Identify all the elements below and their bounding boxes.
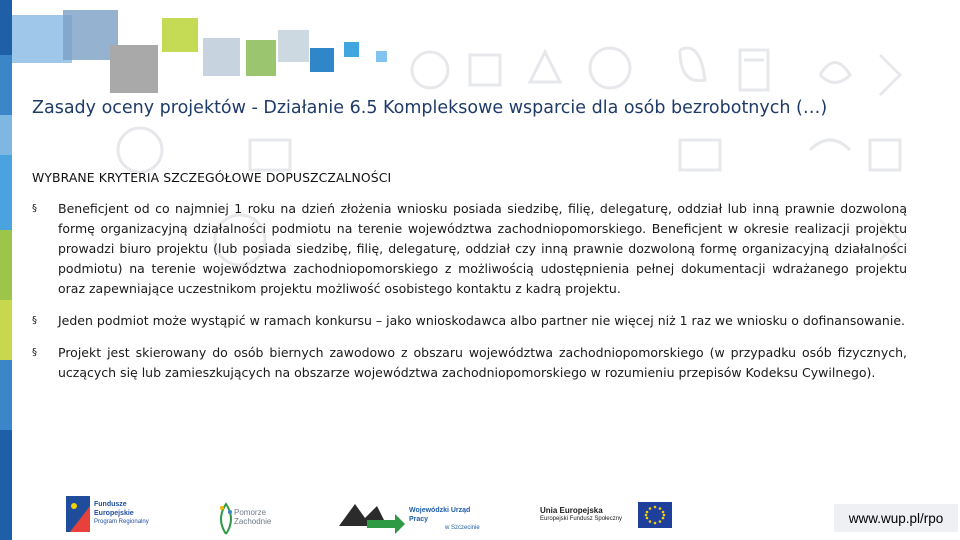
wup-arrow-icon (337, 496, 407, 536)
list-item (32, 199, 907, 299)
tree-icon (530, 52, 560, 82)
list-item-text: Projekt jest skierowany do osób biernych zawodowo z obszaru województwa zachodniopomorskiego (w przypadku osób fizycznych, uczących się lub zamieszkujących na obszarze województwa zachodniopomorskiego w rozumieniu przepisów Kodeksu Cywilnego). (58, 345, 907, 380)
atom-icon (118, 128, 162, 172)
logo-text: Program Regionalny (94, 519, 149, 525)
monitor-icon (870, 140, 900, 170)
briefcase-icon (680, 140, 720, 170)
left-color-strip (0, 0, 12, 540)
leaf-icon-3 (810, 140, 850, 150)
wind-turbine-icon (590, 48, 630, 88)
bullet-marker: § (32, 347, 37, 358)
logo-text: Europejski Fundusz Społeczny (540, 516, 623, 522)
unia-europejska-logo (540, 490, 695, 538)
criteria-list (32, 199, 907, 395)
logo-text: Pomorze (234, 508, 267, 517)
wup-szczecin-logo (337, 490, 487, 538)
logo-text: Fundusze (94, 501, 127, 508)
list-item-text: Beneficjent od co najmniej 1 roku na dzień złożenia wniosku posiada siedzibę, filię, delegaturę, oddział lub inną prawnie dozwoloną formę organizacyjną działalności podmiotu na terenie województwa zachodniopomorskiego. Beneficjent w okresie realizacji projektu prowadzi biuro projektu (lub posiada siedzibę, filię, delegaturę, oddział czy inną prawnie dozwoloną formę organizacyjną działalności podmiotu) na terenie województwa zachodniopomorskiego z możliwością udostępnienia pełnej dokumentacji wdrażanego projektu oraz zapewniające uczestnikom projektu możliwość osobistego kontaktu z kadrą projektu. (58, 201, 907, 296)
logo-text: Wojewódzki Urząd Pracy (409, 507, 471, 523)
pomorze-zachodnie-logo (216, 490, 286, 538)
bullet-marker: § (32, 315, 37, 326)
leaf-icon-2 (820, 63, 850, 83)
bullet-marker: § (32, 203, 37, 214)
pomorze-leaf-icon (216, 500, 236, 536)
chart-icon (250, 140, 290, 170)
list-item-text: Jeden podmiot może wystąpić w ramach konkursu – jako wnioskodawca albo partner nie więcej niż 1 raz we wniosku o dofinansowanie. (58, 313, 905, 328)
fundusze-europejskie-logo (66, 490, 158, 538)
logo-text: Unia Europejska (540, 506, 603, 515)
tram-icon (740, 50, 768, 90)
gear-icon (412, 52, 448, 88)
fe-flag-icon (66, 496, 90, 532)
logo-text: Europejskie (94, 510, 134, 517)
logo-text: Zachodnie (234, 517, 272, 526)
footer-url[interactable] (834, 504, 958, 532)
footer-logos (60, 490, 820, 538)
leaf-icon (680, 48, 705, 81)
page-title: Zasady oceny projektów - Działanie 6.5 Kompleksowe wsparcie dla osób bezrobotnych (…) (32, 98, 828, 118)
footer-url-text[interactable]: www.wup.pl/rpo (848, 510, 944, 526)
eu-flag-icon (638, 502, 672, 528)
list-item (32, 311, 907, 331)
logo-text: w Szczecinie (445, 525, 480, 531)
section-heading: WYBRANE KRYTERIA SZCZEGÓŁOWE DOPUSZCZALNOŚCI (32, 170, 392, 185)
document-icon (470, 55, 500, 85)
list-item (32, 343, 907, 383)
person-icon (880, 55, 900, 95)
